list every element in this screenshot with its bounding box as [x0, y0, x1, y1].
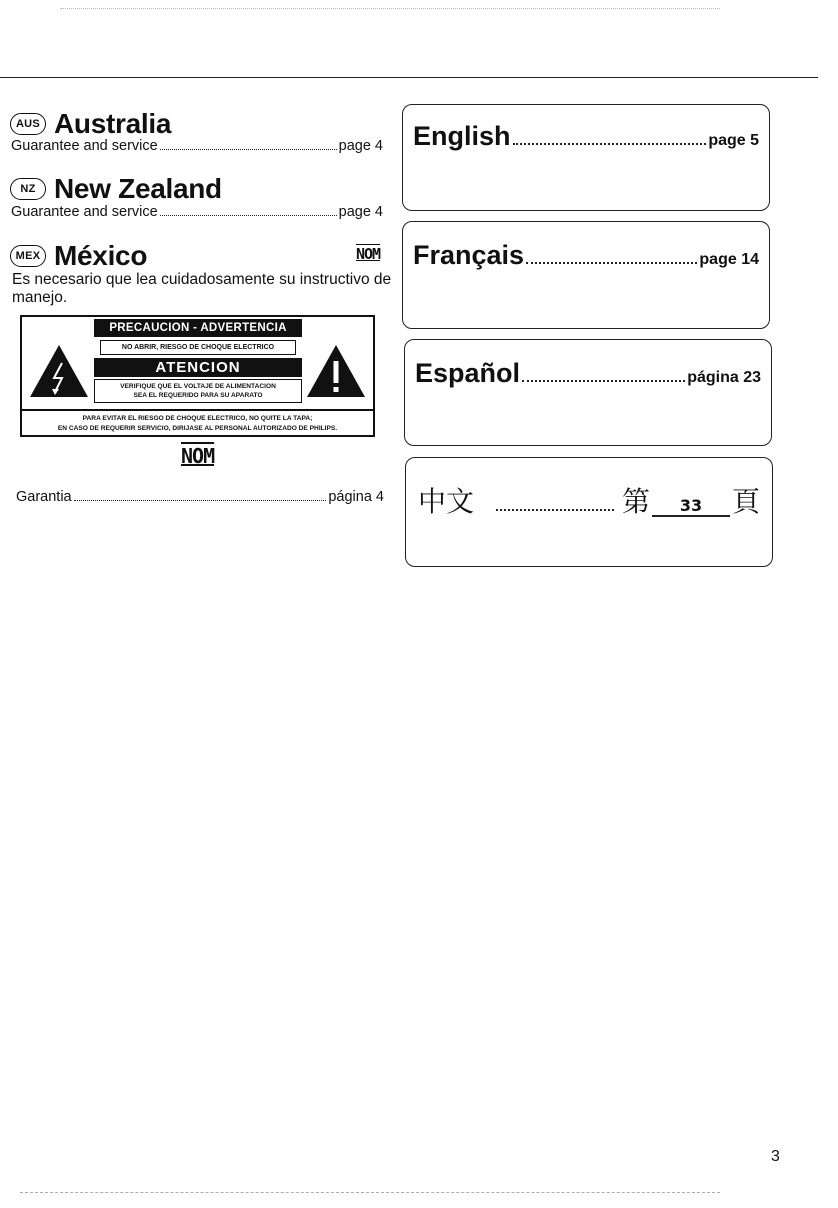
header-rule [0, 77, 818, 78]
dot-leader [74, 500, 327, 501]
lightning-warning-icon [28, 343, 90, 399]
country-name-mexico: México [54, 240, 148, 271]
country-name-new-zealand: New Zealand [54, 173, 222, 204]
toc-new-zealand-guarantee[interactable] [11, 204, 383, 220]
toc-page: page 4 [338, 204, 383, 220]
country-badge-aus: AUS [10, 113, 46, 135]
mexico-heading [10, 240, 147, 272]
chinese-title: 中文 [418, 485, 475, 518]
dot-leader [496, 509, 614, 511]
language-name: English [413, 121, 511, 151]
warning-footer-line-1: PARA EVITAR EL RIESGO DE CHOQUE ELECTRICO, NO QUITE LA TAPA; [82, 415, 313, 422]
country-badge-nz: NZ [10, 178, 46, 200]
language-name: Español [415, 358, 521, 388]
language-page: página 23 [687, 369, 761, 386]
chinese-page-number: 33 [652, 496, 730, 517]
warning-heading: PRECAUCION - ADVERTENCIA [94, 319, 302, 337]
nom-mark-center: NOM [181, 444, 215, 468]
new-zealand-heading [10, 173, 222, 205]
language-box-francais[interactable] [402, 221, 770, 329]
dot-leader [160, 149, 337, 150]
language-box-chinese[interactable] [405, 457, 773, 567]
toc-australia-guarantee[interactable] [11, 138, 383, 154]
toc-label: Guarantee and service [11, 138, 158, 154]
language-name: Français [413, 240, 525, 270]
dot-leader [160, 215, 337, 216]
scan-noise-top [60, 8, 720, 19]
warning-verify [94, 379, 302, 403]
australia-heading [10, 108, 171, 140]
warning-subheading: NO ABRIR, RIESGO DE CHOQUE ELECTRICO [100, 340, 296, 355]
page-number: 3 [771, 1148, 780, 1165]
warning-footer-line-2: EN CASO DE REQUERIR SERVICIO, DIRIJASE AL PERSONAL AUTORIZADO DE PHILIPS. [57, 425, 338, 432]
toc-mexico-garantia[interactable] [16, 489, 384, 505]
dot-leader [526, 262, 697, 264]
toc-page: página 4 [328, 489, 384, 505]
toc-label: Garantia [16, 489, 72, 505]
dot-leader [513, 143, 707, 145]
warning-footer [22, 409, 373, 434]
warning-attention: ATENCION [94, 358, 302, 377]
language-box-english[interactable] [402, 104, 770, 211]
language-page: page 5 [708, 132, 759, 149]
warning-text-block [94, 319, 302, 403]
language-page: page 14 [699, 251, 759, 268]
language-toc-line [413, 121, 759, 152]
language-toc-line [413, 240, 759, 271]
scan-noise-bottom [20, 1192, 720, 1199]
mexico-instruction-text: Es necesario que lea cuidadosamente su instructivo de manejo. [12, 271, 392, 306]
safety-warning-label [20, 315, 375, 437]
chinese-prefix: 第 [621, 485, 650, 518]
country-badge-mex: MEX [10, 245, 46, 267]
dot-leader [522, 380, 685, 382]
toc-label: Guarantee and service [11, 204, 158, 220]
chinese-suffix: 頁 [731, 485, 760, 518]
language-toc-line [415, 358, 761, 389]
nom-mark: NOM [356, 245, 381, 263]
toc-page: page 4 [338, 138, 383, 154]
chinese-toc-line [418, 480, 760, 520]
warning-verify-line-1: VERIFIQUE QUE EL VOLTAJE DE ALIMENTACION [120, 383, 276, 390]
language-box-espanol[interactable] [404, 339, 772, 446]
exclamation-warning-icon [305, 343, 367, 399]
warning-verify-line-2: SEA EL REQUERIDO PARA SU APARATO [133, 392, 263, 399]
country-name-australia: Australia [54, 108, 172, 139]
